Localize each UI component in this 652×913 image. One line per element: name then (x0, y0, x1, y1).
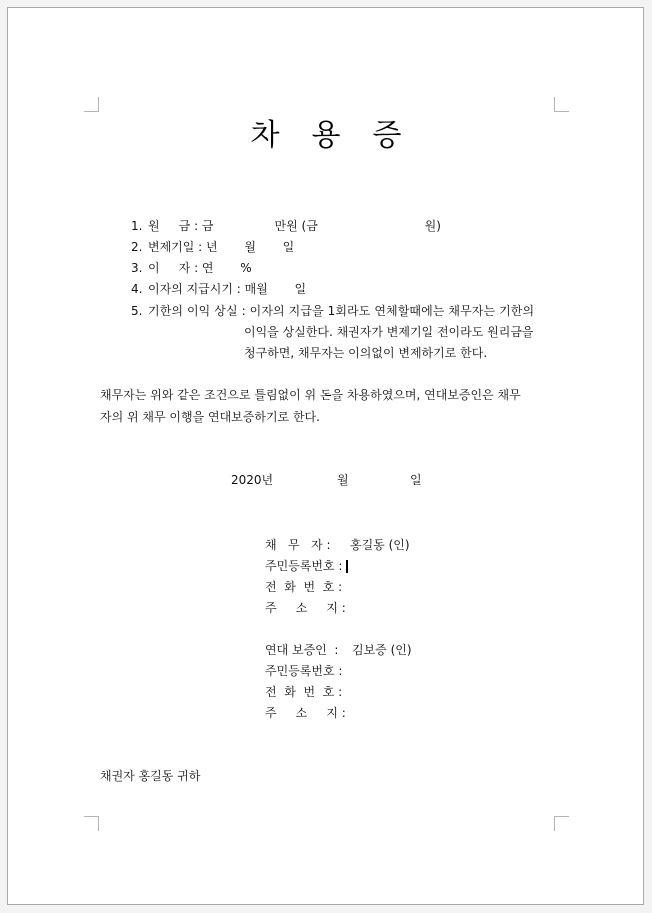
term-5-continuation-1: 이익을 상실한다. 채권자가 변제기일 전이라도 원리금을 (244, 325, 534, 339)
agreement-line-1: 채무자는 위와 같은 조건으로 틀림없이 위 돈을 차용하였으며, 연대보증인은 채무 (100, 388, 521, 402)
term-5-continuation-2: 청구하면, 채무자는 이의없이 변제하기로 한다. (244, 346, 488, 360)
debtor-phone-label: 전 화 번 호 : (265, 580, 343, 594)
term-1-number: 1. (131, 219, 143, 233)
guarantor-name-label: 연대 보증인 : (265, 643, 339, 657)
debtor-id-label: 주민등록번호 : (265, 559, 343, 573)
recipient-line: 채권자 홍길동 귀하 (100, 769, 201, 783)
agreement-line-2: 자의 위 채무 이행을 연대보증하기로 한다. (100, 410, 320, 424)
term-3-text: 이 자 : 연 % (148, 261, 252, 275)
date-day: 일 (410, 473, 422, 487)
text-cursor (346, 560, 348, 573)
margin-corner-bottom-left (84, 816, 99, 831)
term-5-number: 5. (131, 304, 143, 318)
debtor-name-value: 홍길동 (인) (350, 538, 410, 552)
guarantor-address-label: 주 소 지 : (265, 706, 346, 720)
document-title: 차용증 (250, 118, 434, 153)
debtor-name-label: 채 무 자 : (265, 538, 331, 552)
term-4-text: 이자의 지급시기 : 매월 일 (148, 282, 307, 296)
guarantor-name-value: 김보증 (인) (352, 643, 412, 657)
debtor-address-label: 주 소 지 : (265, 601, 346, 615)
date-year: 2020년 (231, 473, 274, 487)
guarantor-id-label: 주민등록번호 : (265, 664, 343, 678)
term-4-number: 4. (131, 282, 143, 296)
date-month: 월 (337, 473, 349, 487)
term-5-text: 기한의 이익 상실 : 이자의 지급을 1회라도 연체할때에는 채무자는 기한의 (148, 304, 535, 318)
term-2-text: 변제기일 : 년 월 일 (148, 240, 295, 254)
term-2-number: 2. (131, 240, 143, 254)
term-1-text: 원 금 : 금 만원 (금 원) (148, 219, 441, 233)
term-3-number: 3. (131, 261, 143, 275)
margin-corner-bottom-right (554, 816, 569, 831)
guarantor-phone-label: 전 화 번 호 : (265, 685, 343, 699)
